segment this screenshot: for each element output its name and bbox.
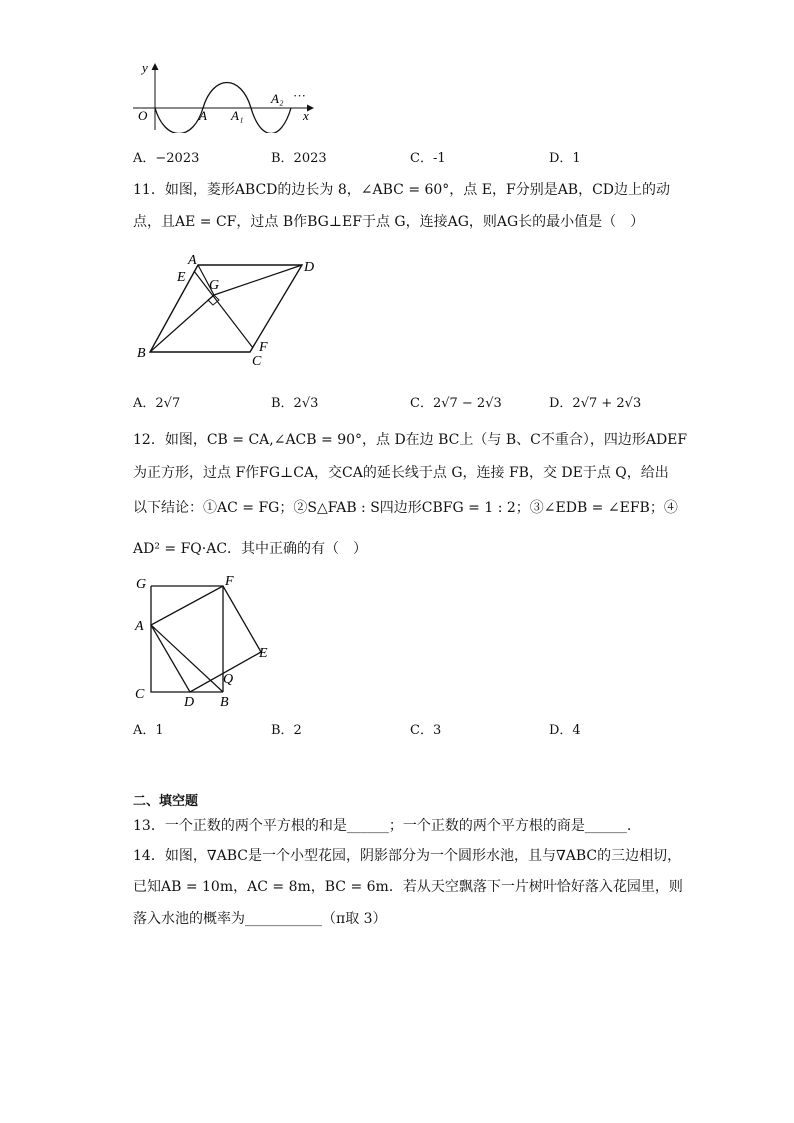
label-g: G bbox=[136, 577, 147, 592]
q12-line-2: 为正方形，过点 F作FG⊥CA，交CA的延长线于点 G，连接 FB，交 DE于点 Q，给出 bbox=[133, 465, 669, 481]
y-axis-label: y bbox=[142, 60, 148, 75]
q12-option-a: A．1 bbox=[133, 723, 164, 738]
q11-line-2: 点，且AE = CF，过点 B作BG⊥EF于点 G，连接AG，则AG长的最小值是（ ） bbox=[133, 214, 645, 230]
label-c: C bbox=[135, 687, 145, 702]
q10-option-d: D．1 bbox=[549, 151, 581, 166]
q12-line-3: 以下结论：①AC = FG；②S△FAB : S四边形CBFG = 1 : 2；③∠EDB = ∠EFB；④ bbox=[133, 500, 678, 516]
label-b: B bbox=[137, 346, 146, 361]
q11-option-b: B．2√3 bbox=[271, 396, 319, 411]
point-a-label: A bbox=[199, 108, 207, 123]
q12-line-1: 12．如图，CB = CA,∠ACB = 90°，点 D在边 BC上（与 B、C不重合），四边形ADEF bbox=[133, 432, 688, 448]
q10-option-a: A．−2023 bbox=[133, 151, 200, 166]
section-title-fill-in: 二、填空题 bbox=[133, 794, 199, 809]
continuation-dots: ··· bbox=[293, 88, 306, 103]
q11-option-a: A．2√7 bbox=[133, 396, 181, 411]
q11-option-c: C．2√7 − 2√3 bbox=[410, 396, 502, 411]
q13-text: 13．一个正数的两个平方根的和是______；一个正数的两个平方根的商是______. bbox=[133, 818, 632, 834]
figure-q10-graph bbox=[125, 58, 325, 133]
figure-q12-square bbox=[128, 570, 278, 712]
rhombus-abcd bbox=[150, 265, 302, 352]
y-axis-arrow bbox=[152, 63, 159, 70]
q14-line-3: 落入水池的概率为___________（π取 3） bbox=[133, 911, 387, 927]
segment-ab bbox=[151, 625, 223, 692]
point-a2-label: A₂ bbox=[271, 91, 284, 106]
segment-bg bbox=[150, 295, 214, 352]
label-d: D bbox=[304, 260, 315, 275]
figure-q11-rhombus bbox=[130, 248, 320, 373]
q10-option-b: B．2023 bbox=[271, 151, 327, 166]
label-g: G bbox=[209, 278, 220, 293]
label-f: F bbox=[259, 340, 268, 355]
q12-option-c: C．3 bbox=[410, 723, 442, 738]
point-a1-label: A₁ bbox=[231, 108, 244, 123]
q12-option-d: D．4 bbox=[549, 723, 581, 738]
q12-option-b: B．2 bbox=[271, 723, 302, 738]
label-e: E bbox=[177, 270, 186, 285]
segment-ef bbox=[194, 271, 253, 348]
origin-label: O bbox=[138, 108, 148, 123]
label-f: F bbox=[225, 574, 234, 589]
q11-line-1: 11．如图，菱形ABCD的边长为 8，∠ABC = 60°，点 E，F分别是AB，CD边上的动 bbox=[133, 182, 671, 198]
q14-line-1: 14．如图，∇ABC是一个小型花园，阴影部分为一个圆形水池，且与∇ABC的三边相切， bbox=[133, 848, 682, 864]
q10-option-c: C．-1 bbox=[410, 151, 446, 166]
label-e: E bbox=[259, 646, 268, 661]
label-b: B bbox=[220, 695, 229, 710]
label-a: A bbox=[188, 253, 197, 268]
x-axis-label: x bbox=[303, 108, 309, 123]
label-c: C bbox=[252, 354, 262, 369]
segment-gd bbox=[214, 265, 302, 295]
label-q: Q bbox=[223, 672, 234, 687]
label-d: D bbox=[184, 695, 195, 710]
q12-line-4: AD² = FQ·AC．其中正确的有（ ） bbox=[133, 541, 368, 557]
q14-line-2: 已知AB = 10m，AC = 8m，BC = 6m．若从天空飘落下一片树叶恰好落入花园里，则 bbox=[133, 879, 683, 895]
q11-option-d: D．2√7 + 2√3 bbox=[549, 396, 642, 411]
label-a: A bbox=[135, 619, 144, 634]
segment-g-c-b bbox=[151, 586, 223, 692]
